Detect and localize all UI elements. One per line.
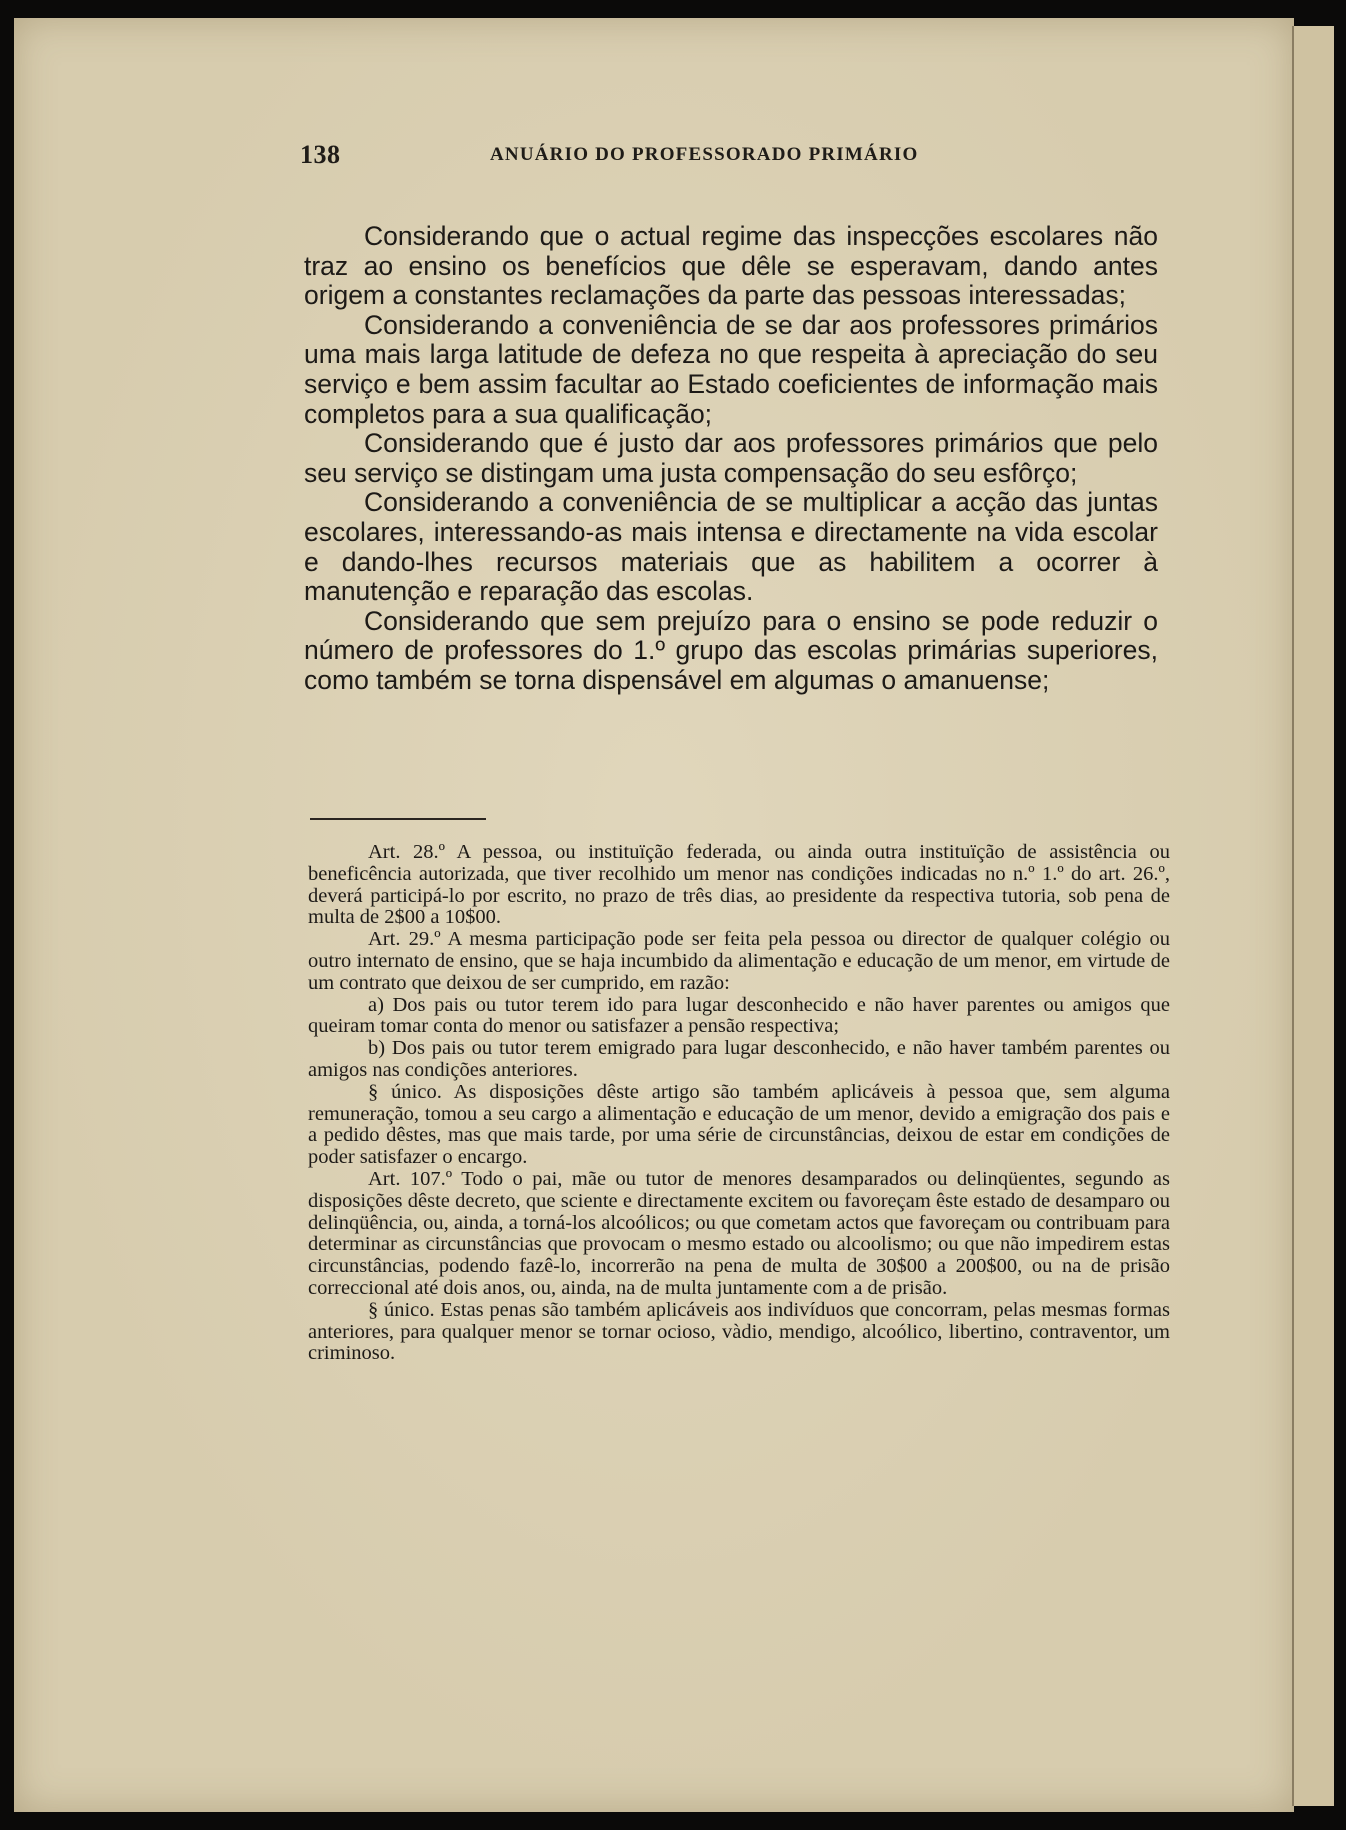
footnote-paragrafo-unico: § único. As disposições dêste artigo são também aplicáveis à pessoa que, sem alguma remuneração, tomou a seu cargo a alimentação e educação de um menor, devido a emigração dos pais e a pedido dêstes, mas que mais tarde, por uma série de circunstâncias, deixou de estar em condições de poder satisfazer o encargo. bbox=[308, 1080, 1170, 1169]
footnote-paragrafo-unico-107: § único. Estas penas são também aplicáveis aos indivíduos que concorram, pelas mesmas formas anteriores, para qualquer menor se tornar ocioso, vàdio, mendigo, alcoólico, libertino, contraventor, um criminoso. bbox=[308, 1298, 1170, 1365]
footnote-alinea-a: a) Dos pais ou tutor terem ido para lugar desconhecido e não haver parentes ou amigos que queiram tomar conta do menor ou satisfazer a pensão respectiva; bbox=[308, 993, 1170, 1038]
footnote-divider bbox=[310, 818, 486, 820]
considerando-paragraph: Considerando que é justo dar aos professores primários que pelo seu serviço se distingam uma justa compensação do seu esfôrço; bbox=[304, 428, 1158, 488]
page-header bbox=[300, 140, 1180, 174]
page-number: 138 bbox=[300, 140, 341, 169]
next-page-edge bbox=[1292, 26, 1334, 1806]
footnote-alinea-b: b) Dos pais ou tutor terem emigrado para lugar desconhecido, e não haver também parentes ou amigos nas condições anteriores. bbox=[308, 1037, 1170, 1081]
considerando-paragraph: Considerando que sem prejuízo para o ensino se pode reduzir o número de professores do 1.º grupo das escolas primárias superiores, como também se torna dispensável em algumas o amanuense; bbox=[304, 605, 1158, 695]
considerando-paragraph: Considerando a conveniência de se dar aos professores primários uma mais larga latitude de defeza no que respeita à apreciação do seu serviço e bem assim facultar ao Estado coeficientes de informação mais completos para a sua qualificação; bbox=[304, 309, 1158, 429]
footnote-article-107: Art. 107.º Todo o pai, mãe ou tutor de menores desamparados ou delinqüentes, segundo as disposições dêste decreto, que sciente e directamente excitem ou favoreçam êste estado de desamparo ou delinqüência, ou, ainda, a torná-los alcoólicos; ou que cometam actos que favoreçam ou contribuam para determinar as circunstâncias que provocam o mesmo estado ou alcoolismo; ou que não impedirem estas circunstâncias, podendo fazê-lo, incorrerão na pena de multa de 30$00 a 200$00, ou na de prisão correccional até dois anos, ou, ainda, na de multa juntamente com a de prisão. bbox=[308, 1167, 1170, 1299]
main-body-text bbox=[304, 222, 1158, 696]
considerando-paragraph: Considerando a conveniência de se multiplicar a acção das juntas escolares, interessando-as mais intensa e directamente na vida escolar e dando-lhes recursos materiais que as habilitem a ocorrer à manutenção e reparação das escolas. bbox=[304, 487, 1158, 607]
footnote-article-29: Art. 29.º A mesma participação pode ser feita pela pessoa ou director de qualquer colégio ou outro internato de ensino, que se haja incumbido da alimentação e educação de um menor, em virtude de um contrato que deixou de ser cumprido, em razão: bbox=[308, 928, 1170, 994]
footnote-article-28: Art. 28.º A pessoa, ou instituïção federada, ou ainda outra instituïção de assistência ou beneficência autorizada, que tiver recolhido um menor nas condições indicadas no n.º 1.º do art. 26.º, deverá participá-lo por escrito, no prazo de três dias, ao presidente da respectiva tutoria, sob pena de multa de 2$00 a 10$00. bbox=[308, 841, 1170, 929]
running-head: ANUÁRIO DO PROFESSORADO PRIMÁRIO bbox=[490, 144, 919, 165]
footnotes bbox=[308, 842, 1170, 1365]
considerando-paragraph: Considerando que o actual regime das inspecções escolares não traz ao ensino os benefícios que dêle se esperavam, dando antes origem a constantes reclamações da parte das pessoas interessadas; bbox=[304, 221, 1158, 311]
